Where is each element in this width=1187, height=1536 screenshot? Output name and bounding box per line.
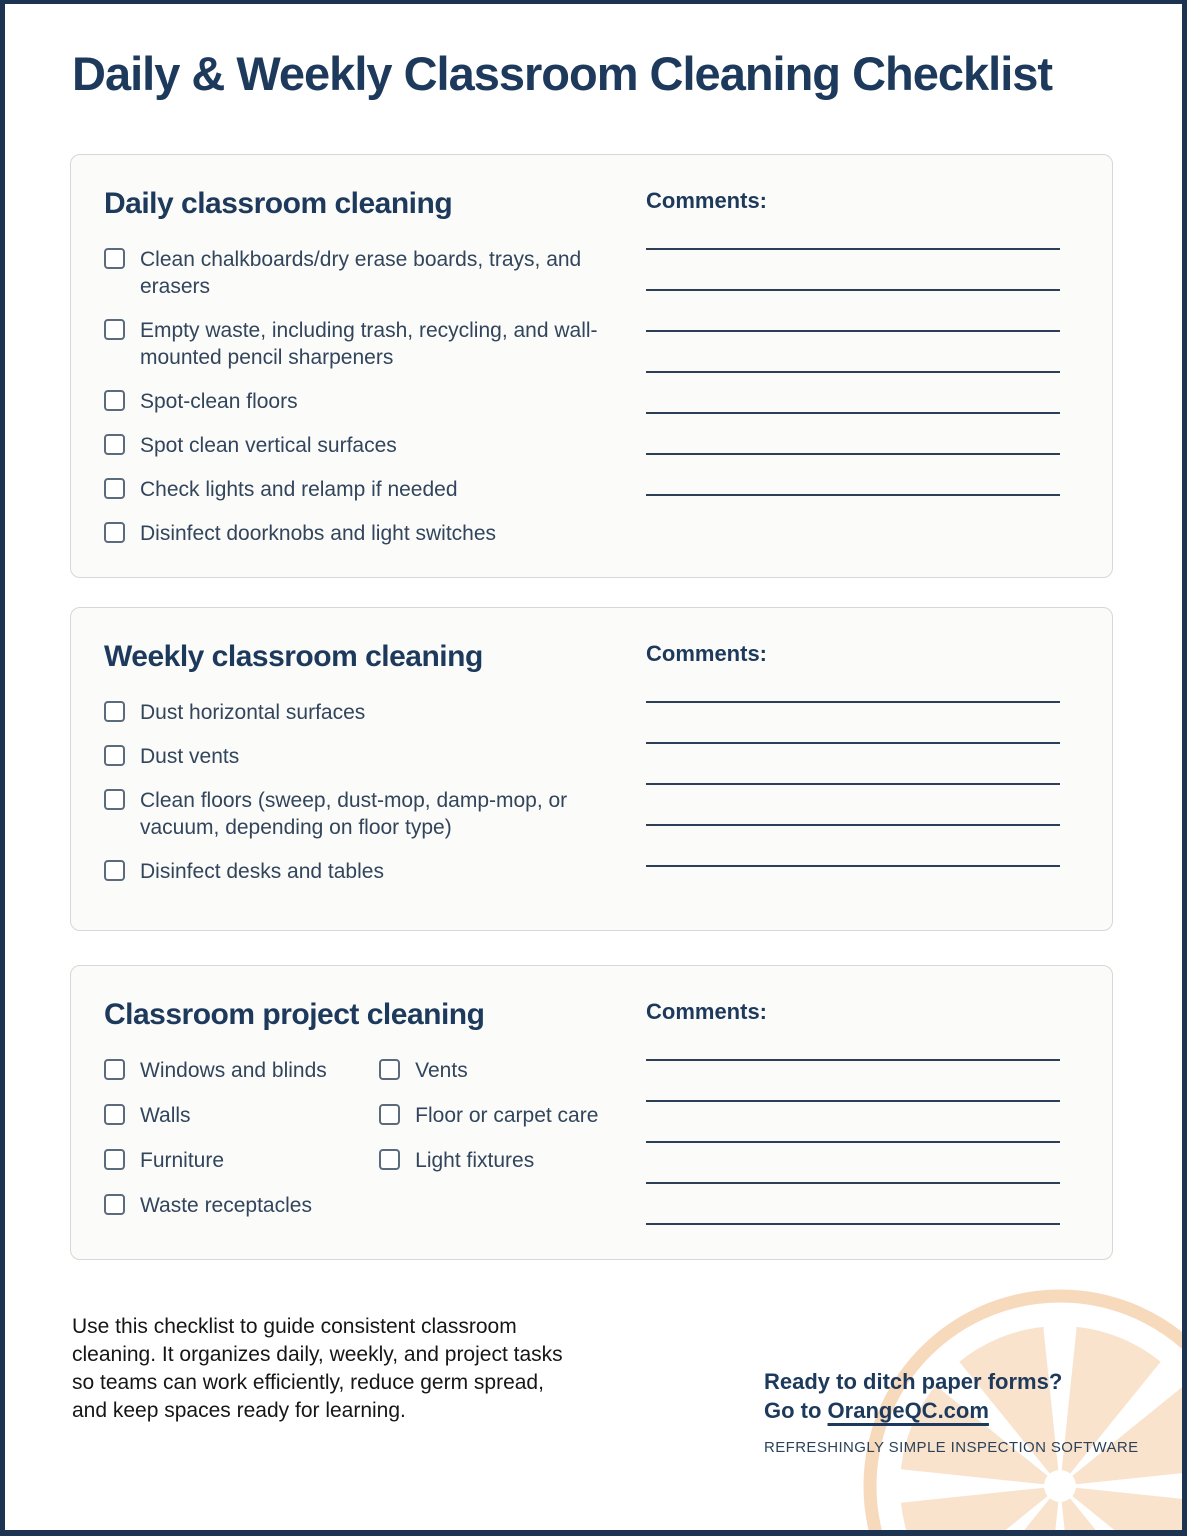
section-project-cleaning xyxy=(70,965,1113,1260)
checkbox[interactable] xyxy=(379,1059,400,1080)
checkbox[interactable] xyxy=(104,522,125,543)
item-label: Spot-clean floors xyxy=(140,390,298,413)
list-item xyxy=(104,787,609,841)
list-item xyxy=(104,520,609,547)
item-label: Disinfect desks and tables xyxy=(140,860,384,883)
list-item xyxy=(104,432,609,459)
comment-line xyxy=(646,414,1060,455)
list-item xyxy=(104,1147,329,1174)
comments-area xyxy=(646,998,1060,1225)
checkbox[interactable] xyxy=(104,434,125,455)
comment-line xyxy=(646,785,1060,826)
comment-line xyxy=(646,455,1060,496)
cta-headline: Ready to ditch paper forms? xyxy=(764,1369,1063,1394)
item-label: Waste receptacles xyxy=(140,1194,312,1217)
checkbox[interactable] xyxy=(104,745,125,766)
checkbox[interactable] xyxy=(104,1059,125,1080)
item-label: Dust vents xyxy=(140,745,240,768)
checkbox[interactable] xyxy=(104,789,125,810)
section-daily-cleaning xyxy=(70,154,1113,578)
item-label: Light fixtures xyxy=(415,1149,535,1172)
brand-tagline: REFRESHINGLY SIMPLE INSPECTION SOFTWARE xyxy=(764,1439,1139,1456)
item-label: Clean floors (sweep, dust-mop, damp-mop, or vacuum, depending on floor type) xyxy=(140,789,568,839)
list-item xyxy=(104,1057,329,1084)
daily-items-column xyxy=(104,187,609,547)
item-label: Disinfect doorknobs and light switches xyxy=(140,522,497,545)
list-item xyxy=(104,858,609,885)
item-label: Vents xyxy=(415,1059,468,1082)
comment-line xyxy=(646,1025,1060,1061)
item-label: Clean chalkboards/dry erase boards, trays, and erasers xyxy=(140,248,582,298)
comment-line xyxy=(646,1102,1060,1143)
list-item xyxy=(379,1147,609,1174)
comment-line xyxy=(646,214,1060,250)
section-heading-weekly: Weekly classroom cleaning xyxy=(104,640,483,673)
comments-area xyxy=(646,187,1060,496)
list-item xyxy=(104,1192,329,1219)
list-item xyxy=(104,699,609,726)
checkbox[interactable] xyxy=(104,1104,125,1125)
checkbox[interactable] xyxy=(104,1194,125,1215)
comment-line xyxy=(646,1061,1060,1102)
page-title: Daily & Weekly Classroom Cleaning Checklist xyxy=(72,47,1053,100)
list-item xyxy=(104,317,609,371)
checkbox[interactable] xyxy=(104,248,125,269)
footer-description: Use this checklist to guide consistent classroom cleaning. It organizes daily, weekly, and project tasks so teams can work efficiently, reduce germ spread, and keep spaces ready for learning. xyxy=(72,1315,563,1422)
cta-link-prefix: Go to xyxy=(764,1398,828,1423)
comment-line xyxy=(646,332,1060,373)
comment-line xyxy=(646,703,1060,744)
list-item xyxy=(104,388,609,415)
section-heading-project: Classroom project cleaning xyxy=(104,998,485,1031)
comment-line xyxy=(646,826,1060,867)
checkbox[interactable] xyxy=(104,701,125,722)
checkbox[interactable] xyxy=(104,478,125,499)
orangeqc-link[interactable]: OrangeQC.com xyxy=(827,1398,989,1423)
item-label: Walls xyxy=(140,1104,191,1127)
project-items-column xyxy=(104,998,609,1237)
checkbox[interactable] xyxy=(104,1149,125,1170)
list-item xyxy=(104,476,609,503)
comments-area xyxy=(646,640,1060,867)
list-item xyxy=(104,743,609,770)
item-label: Spot clean vertical surfaces xyxy=(140,434,397,457)
list-item xyxy=(104,1102,329,1129)
item-label: Furniture xyxy=(140,1149,225,1172)
comment-line xyxy=(646,667,1060,703)
cta-link-line xyxy=(764,1396,1139,1425)
comment-line xyxy=(646,744,1060,785)
checkbox[interactable] xyxy=(104,860,125,881)
weekly-items-column xyxy=(104,640,609,885)
list-item xyxy=(104,246,609,300)
item-label: Floor or carpet care xyxy=(415,1104,599,1127)
comment-line xyxy=(646,291,1060,332)
checkbox[interactable] xyxy=(104,319,125,340)
list-item xyxy=(379,1102,609,1129)
list-item xyxy=(379,1057,609,1084)
comments-label: Comments: xyxy=(646,188,768,213)
comment-line xyxy=(646,1143,1060,1184)
comments-label: Comments: xyxy=(646,641,768,666)
comment-line xyxy=(646,1184,1060,1225)
checkbox[interactable] xyxy=(379,1104,400,1125)
item-label: Check lights and relamp if needed xyxy=(140,478,458,501)
item-label: Empty waste, including trash, recycling, and wall-mounted pencil sharpeners xyxy=(140,319,598,369)
comment-line xyxy=(646,250,1060,291)
comment-line xyxy=(646,373,1060,414)
section-weekly-cleaning xyxy=(70,607,1113,931)
item-label: Dust horizontal surfaces xyxy=(140,701,366,724)
comments-label: Comments: xyxy=(646,999,768,1024)
item-label: Windows and blinds xyxy=(140,1059,327,1082)
section-heading-daily: Daily classroom cleaning xyxy=(104,187,453,220)
checkbox[interactable] xyxy=(104,390,125,411)
checkbox[interactable] xyxy=(379,1149,400,1170)
cta-block xyxy=(764,1367,1139,1456)
